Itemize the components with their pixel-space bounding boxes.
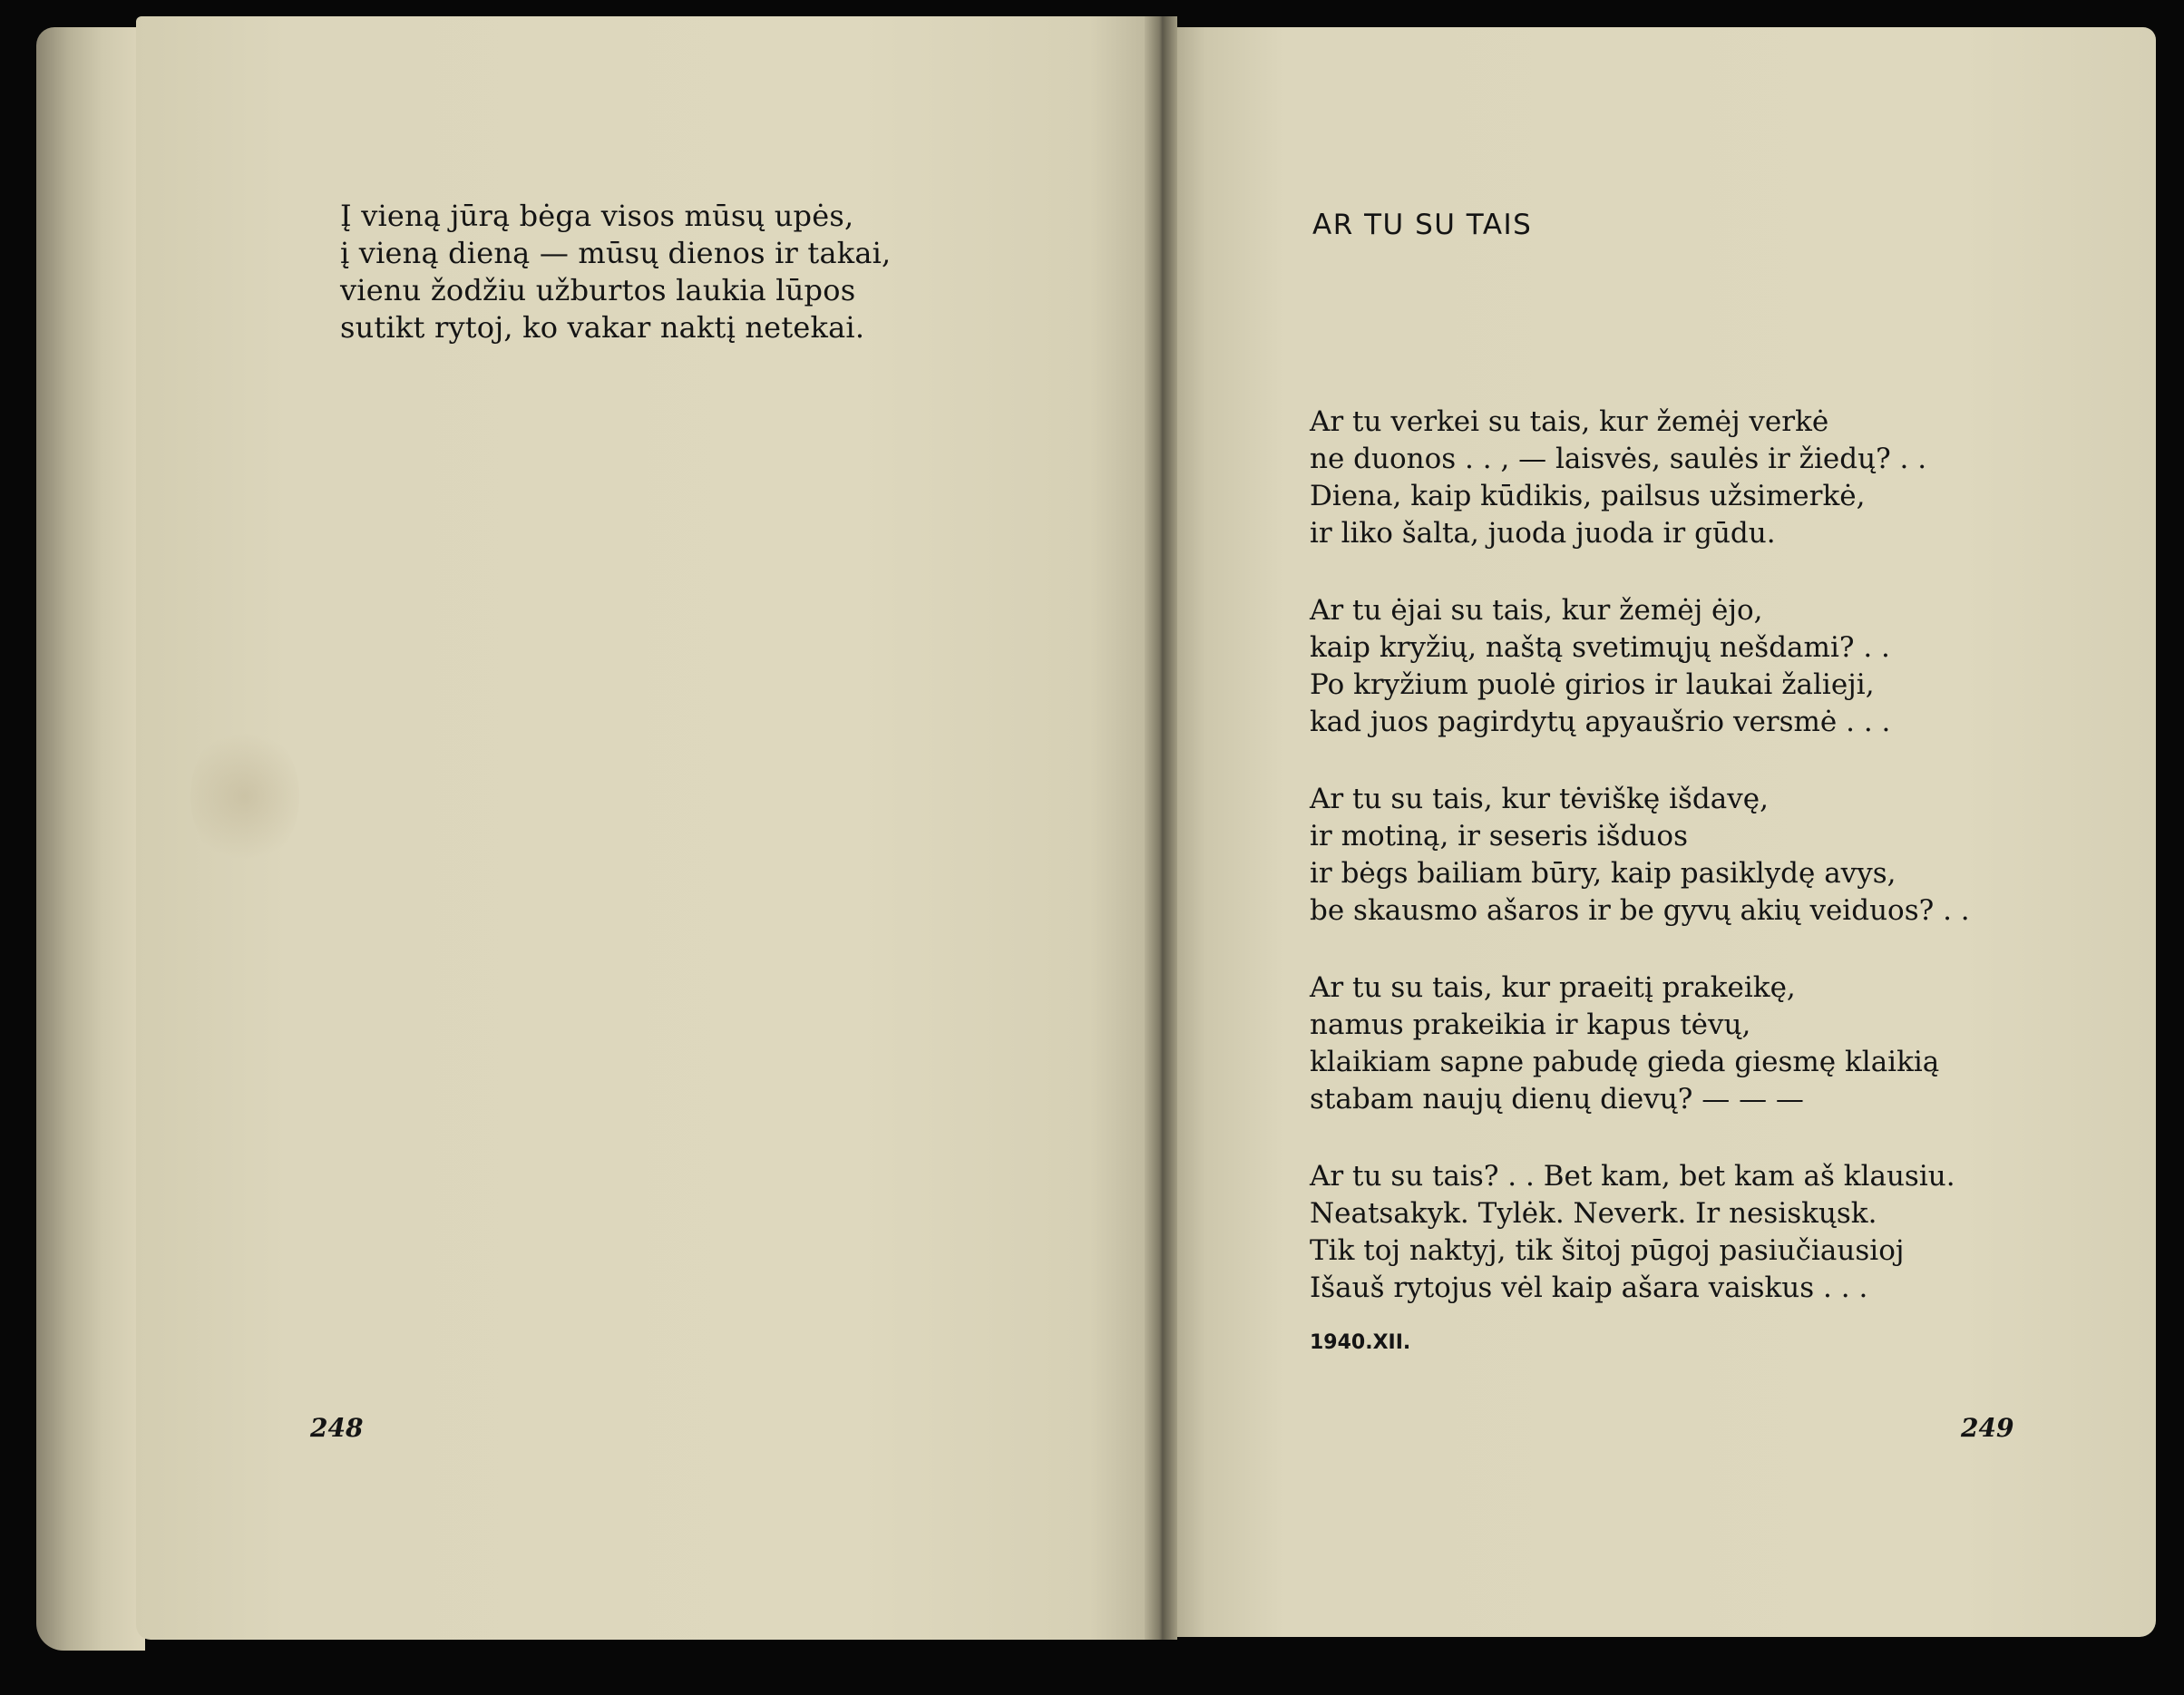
verse-line: Ar tu ėjai su tais, kur žemėj ėjo, xyxy=(1310,594,1763,627)
verse-line: klaikiam sapne pabudę gieda giesmę klaikią xyxy=(1310,1046,1940,1078)
verse-line: ir motiną, ir seseris išduos xyxy=(1310,820,1688,852)
paper-stain xyxy=(190,724,299,869)
verse-line: vienu žodžiu užburtos laukia lūpos xyxy=(340,273,856,307)
poem-date: 1940.XII. xyxy=(1310,1331,1411,1354)
poem-stanza-3 xyxy=(1310,781,1970,930)
verse-line: Tik toj naktyj, tik šitoj pūgoj pasiučiausioj xyxy=(1310,1234,1905,1267)
verse-line: Ar tu su tais, kur praeitį prakeikę, xyxy=(1310,971,1796,1004)
book-gutter xyxy=(1145,16,1177,1640)
poem-stanza-4 xyxy=(1310,969,1970,1118)
poem-body xyxy=(1310,404,1970,1347)
poem-title: AR TU SU TAIS xyxy=(1312,209,1533,241)
verse-line: Po kryžium puolė girios ir laukai žalieji, xyxy=(1310,668,1875,701)
verse-line: ne duonos . . , — laisvės, saulės ir žiedų? . . xyxy=(1310,443,1927,475)
verse-line: sutikt rytoj, ko vakar naktį netekai. xyxy=(340,310,865,345)
verse-line: Ar tu verkei su tais, kur žemėj verkė xyxy=(1310,405,1829,438)
poem-stanza-5 xyxy=(1310,1158,1970,1307)
verse-line: Diena, kaip kūdikis, pailsus užsimerkė, xyxy=(1310,480,1866,512)
verse-line: Neatsakyk. Tylėk. Neverk. Ir nesiskųsk. xyxy=(1310,1197,1877,1230)
verse-line: namus prakeikia ir kapus tėvų, xyxy=(1310,1008,1751,1041)
poem-stanza-2 xyxy=(1310,592,1970,741)
left-page-stanza xyxy=(340,198,891,346)
verse-line: kaip kryžių, naštą svetimųjų nešdami? . . xyxy=(1310,631,1890,664)
verse-line: stabam naujų dienų dievų? — — — xyxy=(1310,1083,1804,1115)
verse-line: ir liko šalta, juoda juoda ir gūdu. xyxy=(1310,517,1776,550)
verse-line: ir bėgs bailiam būry, kaip pasiklydę avys, xyxy=(1310,857,1896,890)
verse-line: Į vieną jūrą bėga visos mūsų upės, xyxy=(340,199,854,233)
verse-line: Ar tu su tais? . . Bet kam, bet kam aš klausiu. xyxy=(1310,1160,1955,1193)
page-block-edges xyxy=(36,27,145,1651)
poem-stanza-1 xyxy=(1310,404,1970,552)
verse-line: Ar tu su tais, kur tėviškę išdavę, xyxy=(1310,783,1769,815)
verse-line: į vieną dieną — mūsų dienos ir takai, xyxy=(340,236,892,270)
verse-line: kad juos pagirdytų apyaušrio versmė . . . xyxy=(1310,706,1891,738)
verse-line: Išauš rytojus vėl kaip ašara vaiskus . . . xyxy=(1310,1271,1868,1304)
verse-line: be skausmo ašaros ir be gyvų akių veiduos? . . xyxy=(1310,894,1970,927)
page-number-right: 249 xyxy=(1961,1413,2014,1443)
page-number-left: 248 xyxy=(310,1413,364,1443)
